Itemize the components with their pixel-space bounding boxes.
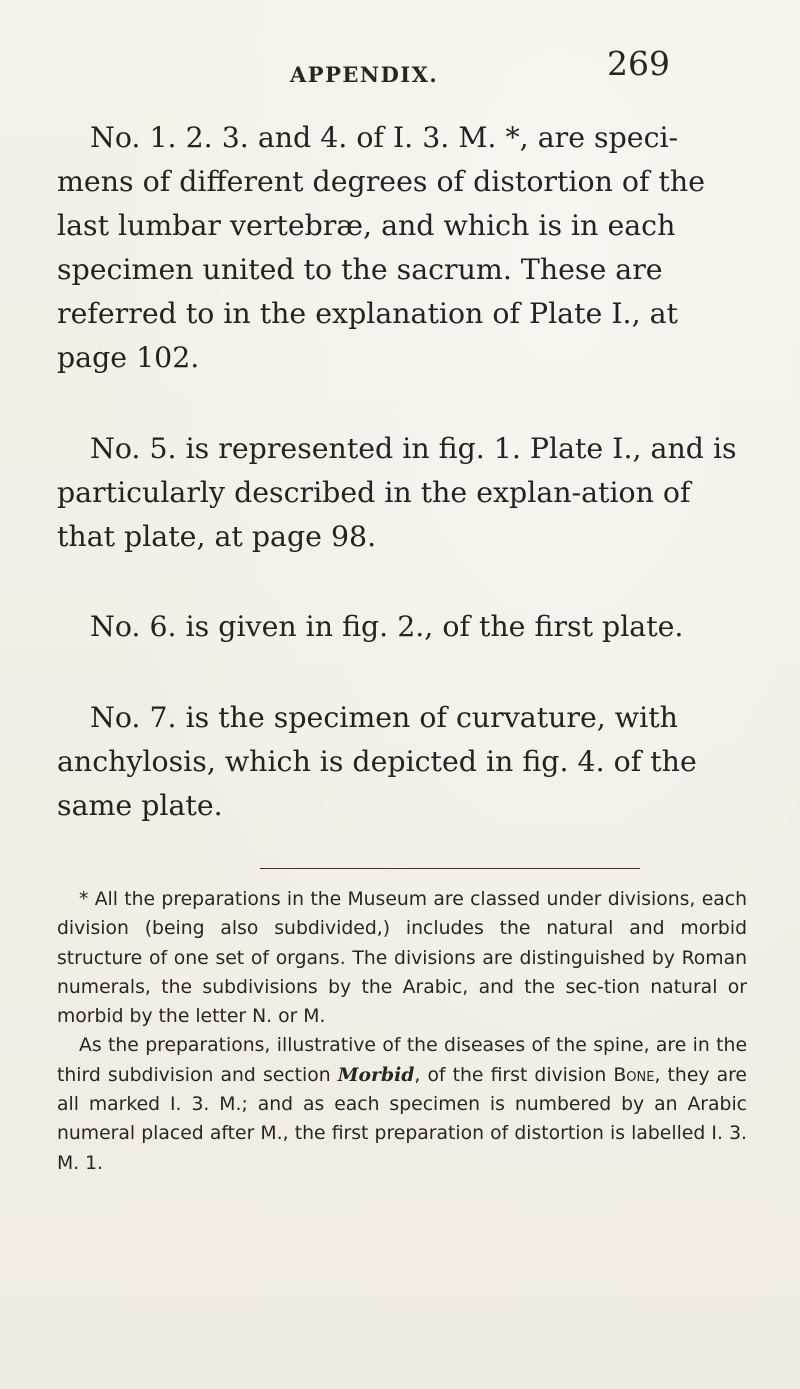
paragraph-4: No. 7. is the specimen of curvature, with anchylosis, which is depicted in fig. 4. of the same plate. [57,701,697,822]
footnote-morbid: Morbid [337,1063,415,1086]
paragraph-2: No. 5. is represented in fig. 1. Plate I., and is particularly described in the explan-ation of that plate, at page 98. [57,432,737,553]
footnote-text-b: , of the first division [414,1064,614,1086]
paragraph-3: No. 6. is given in fig. 2., of the first plate. [90,610,684,643]
footnote-bone: Bone [613,1064,655,1086]
main-text [57,116,739,877]
footnote-text-a: As the preparations, illustrative of the diseases of the spine, are in the third subdivision and section [57,1035,747,1086]
paragraph-1: No. 1. 2. 3. and 4. of I. 3. M. *, are speci-mens of different degrees of distortion of the last lumbar vertebræ, and which is in each specimen united to the sacrum. These are referred to in the explanation of Plate I., at page 102. [57,121,705,374]
page-number: 269 [607,44,670,83]
footnote-paragraph-2 [57,1031,747,1177]
footnote-paragraph-1: * All the preparations in the Museum are classed under divisions, each division (being also subdivided,) includes the natural and morbid structure of one set of organs. The divisions are distinguished by Roman numerals, the subdivisions by the Arabic, and the sec-tion natural or morbid by the letter N. or M. [57,889,747,1028]
footnote [57,885,747,1178]
footnote-text-c: , they are all marked I. 3. M.; and as each specimen is numbered by an Arabic numeral placed after M., the first preparation of distortion is labelled I. 3. M. 1. [57,1064,747,1174]
running-head: APPENDIX. [290,62,439,87]
footnote-divider [260,868,640,869]
